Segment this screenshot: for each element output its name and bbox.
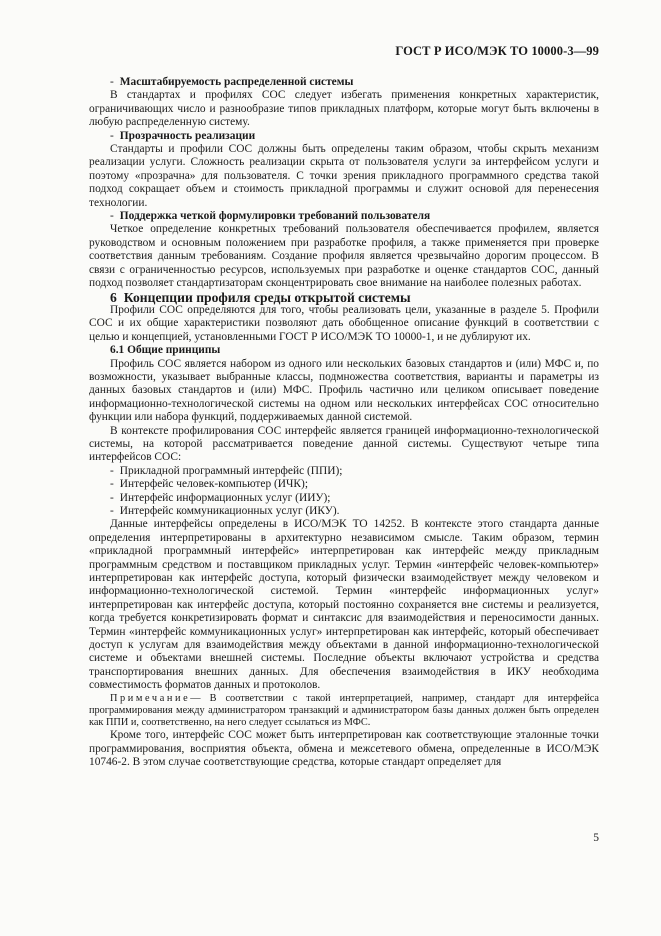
list-dash: - xyxy=(110,505,114,517)
paragraph: Данные интерфейсы определены в ИСО/МЭК ТО 14252. В контексте этого стандарта данные определения интерпретированы в архитектурно независимом смысле. Таким образом, термин «прикладной программный интерфейс» интерпретирован как интерфейс между прикладным программным средством и поставщиком прикладных услуг. Термин «интерфейс человек-компьютер» интерпретирован как интерфейс доступа, который физически взаимодействует между человеком и информационно-технологической системой. Термин «интерфейс информационных услуг» интерпретирован как интерфейс доступа, который постоянно сохраняется вне системы и реализуется, когда требуется конкретизировать формат и синтаксис для взаимодействия и переносимости данных. Термин «интерфейс коммуникационных услуг» интерпретирован как интерфейс, который обеспечивает доступ к услугам для взаимодействия между объектами в данной информационно-технологической системе и объектами внешней системы. Последние объекты включают устройства и средства транспортирования внешних данных. Для обеспечения взаимодействия в ИКУ необходима совместимость форматов данных и протоколов. xyxy=(89,518,599,692)
bullet-dash: - xyxy=(110,76,114,88)
page-number: 5 xyxy=(593,832,599,844)
bullet-dash: - xyxy=(110,210,114,223)
section-title-text: Концепции профиля среды открытой системы xyxy=(123,289,411,305)
bullet-heading-text: Масштабируемость распределенной системы xyxy=(119,76,354,88)
document-header: ГОСТ Р ИСО/МЭК ТО 10000-3—99 xyxy=(395,44,599,58)
bullet-heading-text: Прозрачность реализации xyxy=(119,129,256,142)
paragraph: Профиль СОС является набором из одного или нескольких базовых стандартов и (или) МФС и, по возможности, указывает выбранные классы, подмножества соответствия, варианты и параметры из данных базовых стандартов и (или) МФС. Профиль частично или целиком описывает поведение информационно-технологической системы на одном или нескольких интерфейсах СОС относительно функции или набора функций, поддерживаемых данной системой. xyxy=(89,357,599,424)
bullet-heading xyxy=(89,210,599,223)
bullet-heading xyxy=(89,76,599,89)
list-item xyxy=(89,465,599,478)
bullet-dash: - xyxy=(110,129,114,142)
list-dash: - xyxy=(110,478,114,491)
note-text: — В соответствии с такой интерпретацией, например, стандарт для интерфейса программирования между администратором транзакций и администратором базы данных должен быть определен как ППИ и, соответственно, на него следует ссылаться из МФС. xyxy=(89,692,599,729)
list-item xyxy=(89,505,599,518)
list-item xyxy=(89,492,599,505)
paragraph: В стандартах и профилях СОС следует избегать применения конкретных характеристик, ограничивающих число и разнообразие типов прикладных платформ, которые могут быть включены в любую распределенную систему. xyxy=(89,89,599,129)
list-item-text: Прикладной программный интерфейс (ППИ); xyxy=(119,464,343,477)
list-dash: - xyxy=(110,464,114,477)
list-item-text: Интерфейс коммуникационных услуг (ИКУ). xyxy=(119,505,340,517)
note xyxy=(89,693,599,730)
subsection-title: 6.1 Общие принципы xyxy=(110,344,221,357)
document-body xyxy=(89,76,599,770)
section-title xyxy=(89,291,599,304)
paragraph: Профили СОС определяются для того, чтобы реализовать цели, указанные в разделе 5. Профили СОС и их общие характеристики позволяют дать обобщенное описание функций в соответствии с целью и концепцией, установленными ГОСТ Р ИСО/МЭК ТО 10000-1, и не дублируют их. xyxy=(89,303,599,343)
list-item xyxy=(89,478,599,491)
section-number: 6 xyxy=(110,289,117,305)
list-item-text: Интерфейс человек-компьютер (ИЧК); xyxy=(119,478,308,491)
bullet-heading-text: Поддержка четкой формулировки требований пользователя xyxy=(119,210,431,223)
paragraph: Четкое определение конкретных требований пользователя обеспечивается профилем, является руководством и основным положением при разработке профиля, а также применяется при проверке соответствия данным требованиям. Создание профиля является чрезвычайно дорогим процессом. В связи с ограниченностью ресурсов, используемых при разработке и оценке стандартов СОС, данный подход позволяет стандартизаторам сконцентрировать свое внимание на наиболее полезных работах. xyxy=(89,223,599,290)
paragraph: Кроме того, интерфейс СОС может быть интерпретирован как соответствующие эталонные точки программирования, восприятия объекта, обмена и межсетевого обмена, определенные в ИСО/МЭК 10746-2. В этом случае соответствующие средства, которые стандарт определяет для xyxy=(89,729,599,769)
paragraph: В контексте профилирования СОС интерфейс является границей информационно-технологической системы, на которой рассматривается поведение данной системы. Существуют четыре типа интерфейсов СОС: xyxy=(89,424,599,464)
note-label: Примечание xyxy=(110,692,191,704)
bullet-heading xyxy=(89,130,599,143)
paragraph: Стандарты и профили СОС должны быть определены таким образом, чтобы скрыть механизм реализации услуги. Сложность реализации скрыта от пользователя услуги за интерфейсом услуги и поэтому «прозрачна» для пользователя. С точки зрения прикладного программного средства такой подход сокращает объем и стоимость прикладной программы и служит основой для перенесения технологии. xyxy=(89,143,599,209)
list-dash: - xyxy=(110,491,114,504)
list-item-text: Интерфейс информационных услуг (ИИУ); xyxy=(119,491,331,504)
